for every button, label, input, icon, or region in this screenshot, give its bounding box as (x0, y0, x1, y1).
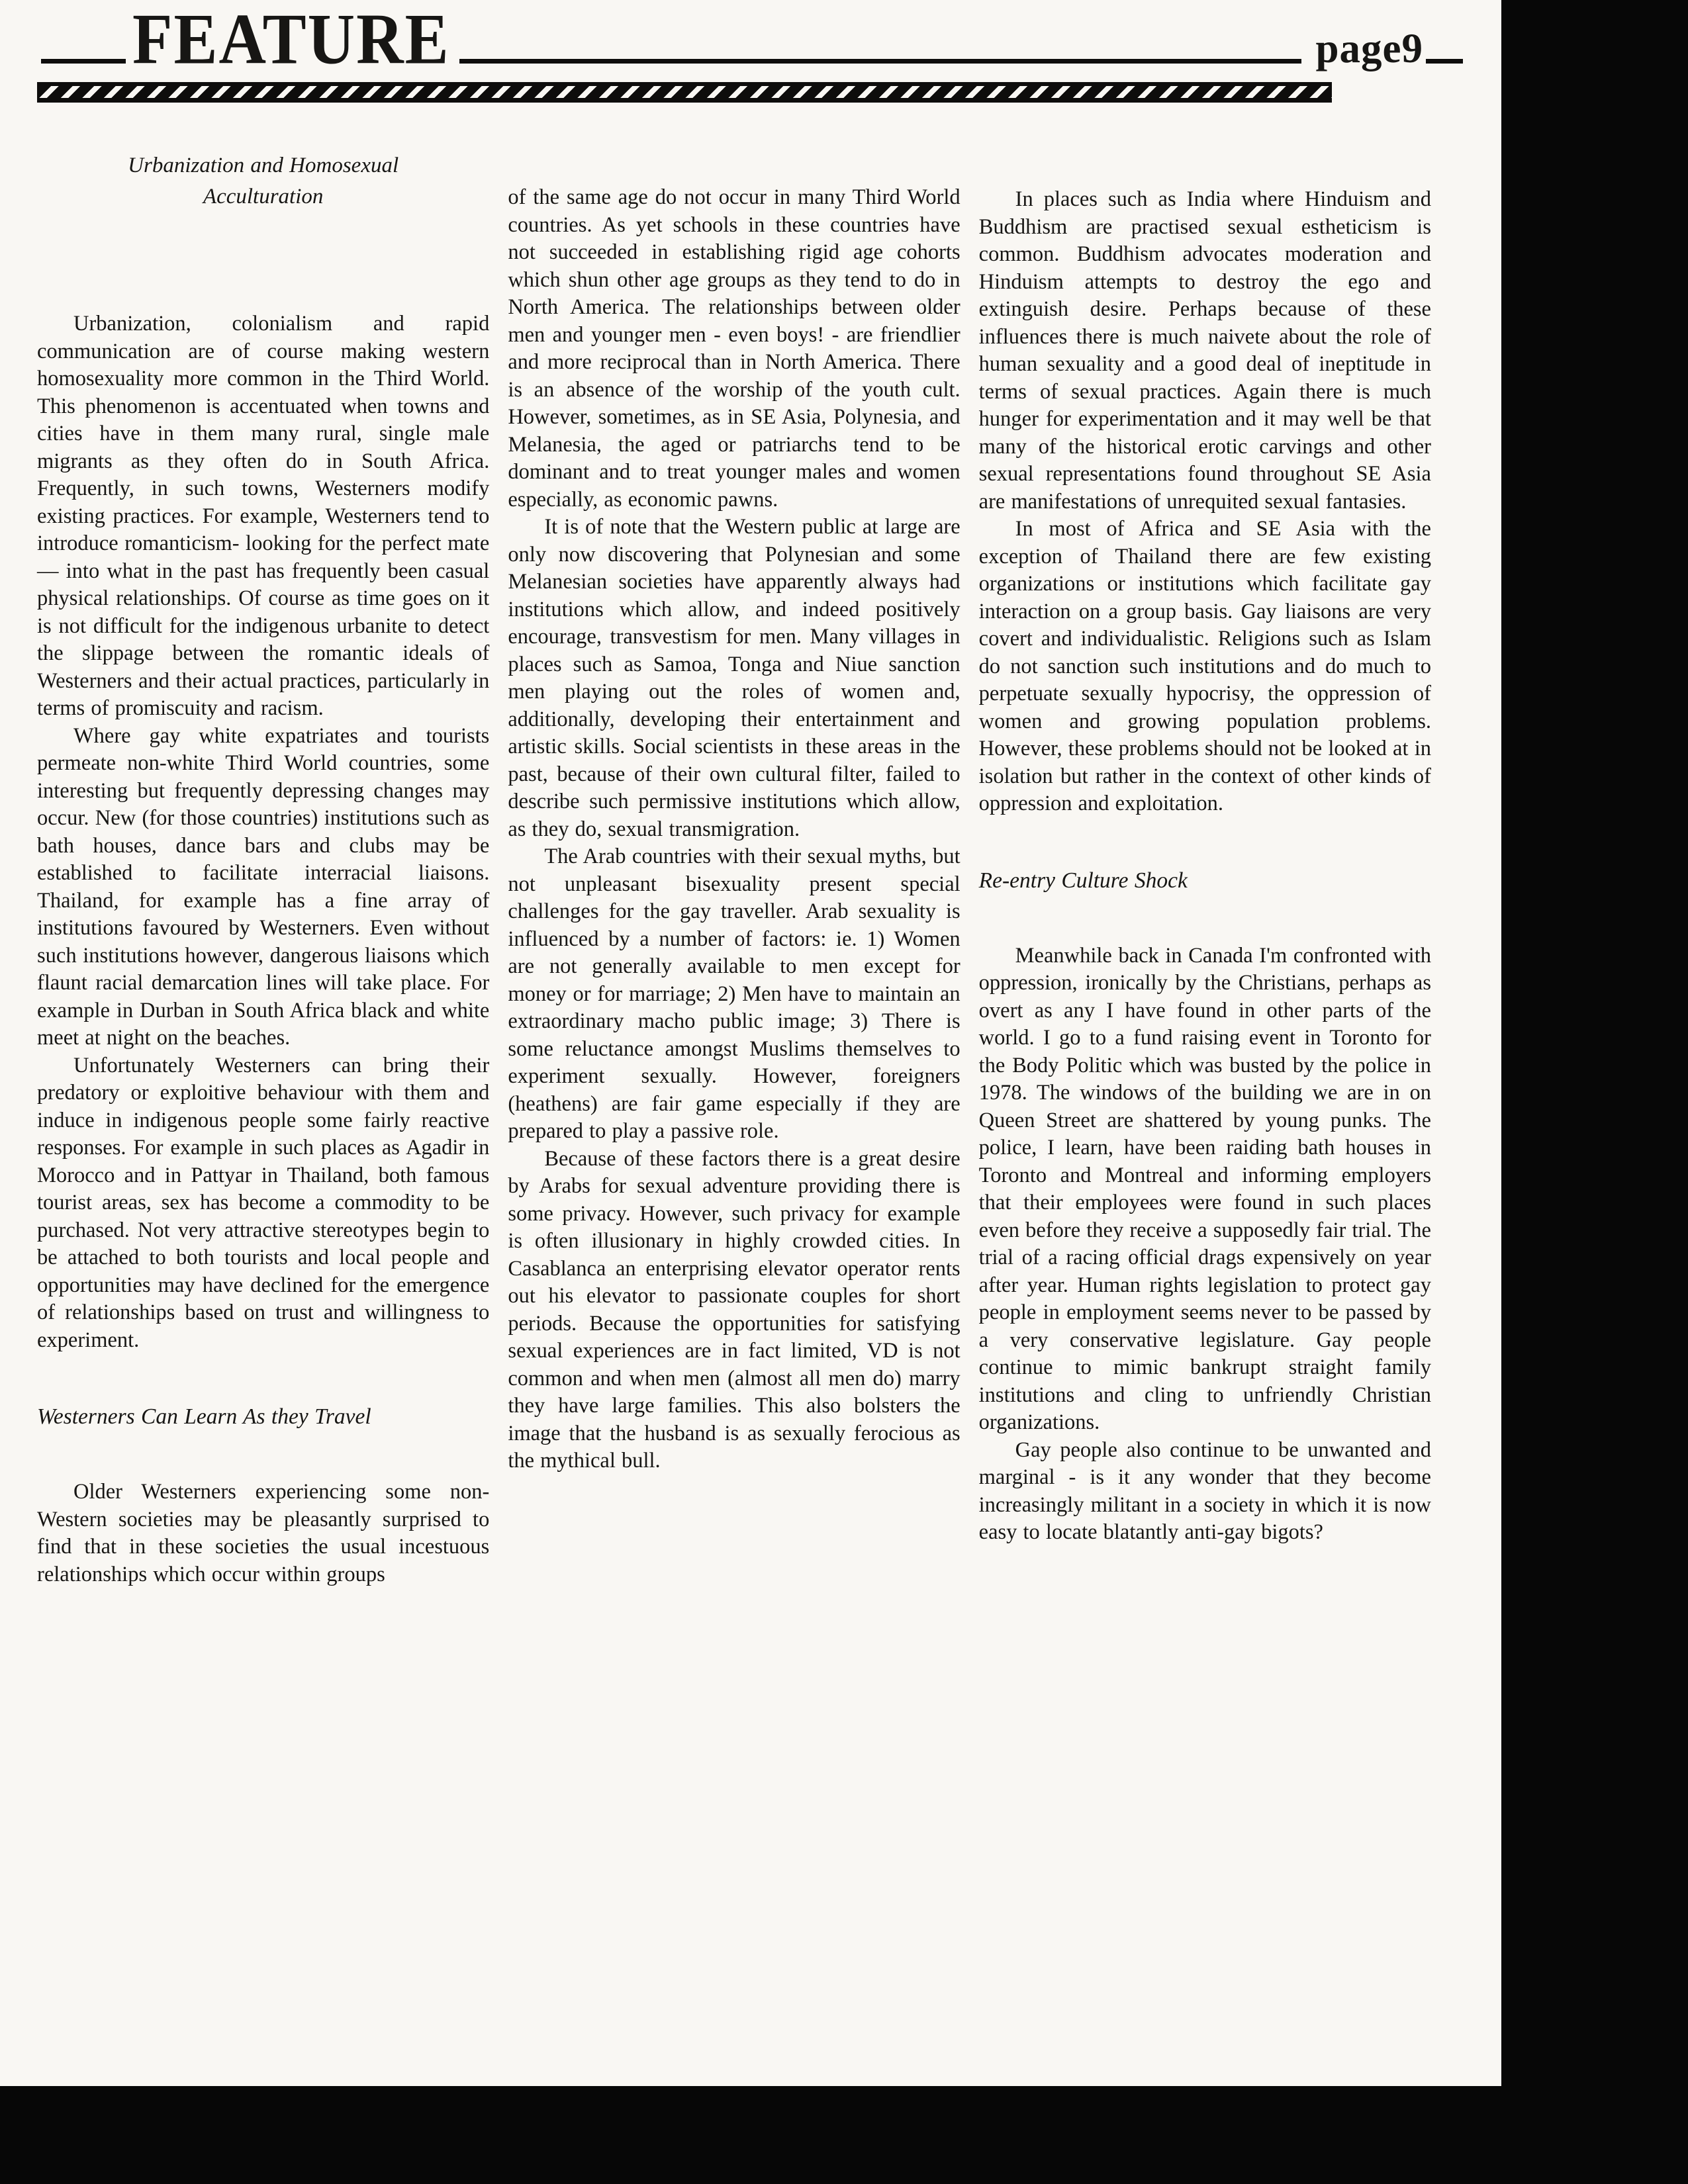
subheading-re-entry-culture-shock: Re-entry Culture Shock (978, 868, 1188, 893)
paragraph: Meanwhile back in Canada I'm confronted with oppression, ironically by the Christians, perhaps as overt as any I have found in other parts of the world. I go to a fund raising event in Toronto for the Body Politic which was busted by the police in 1978. The windows of the building we are in on Queen Street are shattered by young punks. The police, I learn, have been raiding bath houses in Toronto and Montreal and informing employers that their employees were found in such places even before they receive a supposedly fair trial. The trial of a racing official drags expensively on year after year. Human rights legislation to protect gay people in employment seems never to be passed by a very conservative legislature. Gay people continue to mimic bankrupt straight family institutions and cling to unfriendly Christian organizations. (978, 943, 1431, 1435)
column-3 (979, 148, 1431, 1588)
header-rule-left (41, 59, 126, 64)
article-body (37, 148, 1431, 1588)
masthead (41, 0, 1463, 79)
decorative-rope-rule (37, 82, 1332, 103)
paragraph: Unfortunately Westerners can bring their predatory or exploitive behaviour with them and induce in indigenous people some fairly reactive responses. For example in such places as Agadir in Morocco and in Pattyar in Thailand, both famous tourist areas, sex has become a commodity to be purchased. Not very attractive stereotypes begin to be attached to both tourists and local people and opportunities may have declined for the emergence of relationships based on trust and willingness to experiment. (37, 1053, 490, 1352)
section-title: FEATURE (132, 0, 450, 79)
paragraph: In places such as India where Hinduism and Buddhism are practised sexual estheticism is common. Buddhism advocates moderation and Hinduism attempts to destroy the ego and extinguish desire. Perhaps because of these influences there is much naivete about the role of human sexuality and a good deal of ineptitude in terms of sexual practices. Again there is much hunger for experimentation and it may well be that many of the historical erotic carvings and other sexual representations found throughout SE Asia are manifestations of unrequited sexual fantasies. (978, 187, 1431, 514)
paragraph: Urbanization, colonialism and rapid communication are of course making western homosexuality more common in the Third World. This phenomenon is accentuated when towns and cities have in them many rural, single male migrants as they often do in South Africa. Frequently, in such towns, Westerners modify existing practices. For example, Westerners tend to introduce romanticism- looking for the perfect mate — into what in the past has frequently been casual physical relationships. Of course as time goes on it is not difficult for the indigenous urbanite to detect the slippage between the romantic ideals of Westerners and their actual practices, particularly in terms of promiscuity and racism. (37, 312, 490, 721)
article-heading: Urbanization and Homosexual Acculturation (128, 154, 399, 209)
paragraph: In most of Africa and SE Asia with the exception of Thailand there are few existing organizations or institutions which facilitate gay interaction on a group basis. Gay liaisons are very covert and individualistic. Religions such as Islam do not sanction such institutions and do much to perpetuate sexually hypocrisy, the oppression of women and growing population problems. However, these problems should not be looked at in isolation but rather in the context of other kinds of oppression and exploitation. (978, 517, 1431, 816)
paragraph: It is of note that the Western public at large are only now discovering that Polynesian and some Melanesian societies have apparently always had institutions which allow, and indeed positively encourage, transvestism for men. Many villages in places such as Samoa, Tonga and Niue sanction men playing out the roles of women and, additionally, developing their entertainment and artistic skills. Social scientists in these areas in the past, because of their own cultural filter, failed to describe such permissive institutions which allow, as they do, sexual transmigration. (508, 515, 961, 841)
header-rule-right (1426, 59, 1463, 64)
paragraph: Because of these factors there is a great desire by Arabs for sexual adventure providing there is some privacy. However, such privacy for example is often illusionary in highly crowded cities. In Casablanca an enterprising elevator operator rents out his elevator to passionate couples for short periods. Because the opportunities for satisfying sexual experiences are in fact limited, VD is not common and when men (almost all men do) marry they have large families. This also bolsters the image that the husband is as sexually ferocious as the mythical bull. (508, 1146, 961, 1473)
subheading-westerners-can-learn: Westerners Can Learn As they Travel (37, 1404, 371, 1430)
paragraph: Gay people also continue to be unwanted and marginal - is it any wonder that they become increasingly militant in a society in which it is now easy to locate blatantly anti-gay bigots? (978, 1437, 1431, 1545)
column-1 (37, 148, 489, 1588)
paragraph: Where gay white expatriates and tourists permeate non-white Third World countries, some interesting but frequently depressing changes may occur. New (for those countries) institutions such as bath houses, dance bars and clubs may be established to facilitate interracial liaisons. Thailand, for example has a fine array of institutions favoured by Westerners. Even without such institutions however, dangerous liaisons which flaunt racial demarcation lines will take place. For example in Durban in South Africa black and white meet at night on the beaches. (37, 723, 490, 1050)
column-2 (508, 148, 960, 1588)
paragraph: of the same age do not occur in many Third World countries. As yet schools in these countries have not succeeded in establishing rigid age cohorts which shun other age groups as they tend to do in North America. The relationships between older men and younger men - even boys! - are friendlier and more reciprocal than in North America. There is an absence of the worship of the youth cult. However, sometimes, as in SE Asia, Polynesia, and Melanesia, the aged or patriarchs tend to be dominant and to treat younger males and women especially, as economic pawns. (508, 185, 961, 512)
header-rule-middle (459, 59, 1301, 64)
paragraph: Older Westerners experiencing some non-Western societies may be pleasantly surprised to find that in these societies the usual incestuous relationships which occur within groups (37, 1480, 490, 1586)
page-number: page9 (1315, 25, 1423, 72)
paragraph: The Arab countries with their sexual myths, but not unpleasant bisexuality present special challenges for the gay traveller. Arab sexuality is influenced by a number of factors: ie. 1) Women are not generally available to men except for money or for marriage; 2) Men have to maintain an extraordinary macho public image; 3) There is some reluctance amongst Muslims themselves to experiment sexually. However, foreigners (heathens) are fair game especially if they are prepared to play a passive role. (508, 844, 961, 1144)
